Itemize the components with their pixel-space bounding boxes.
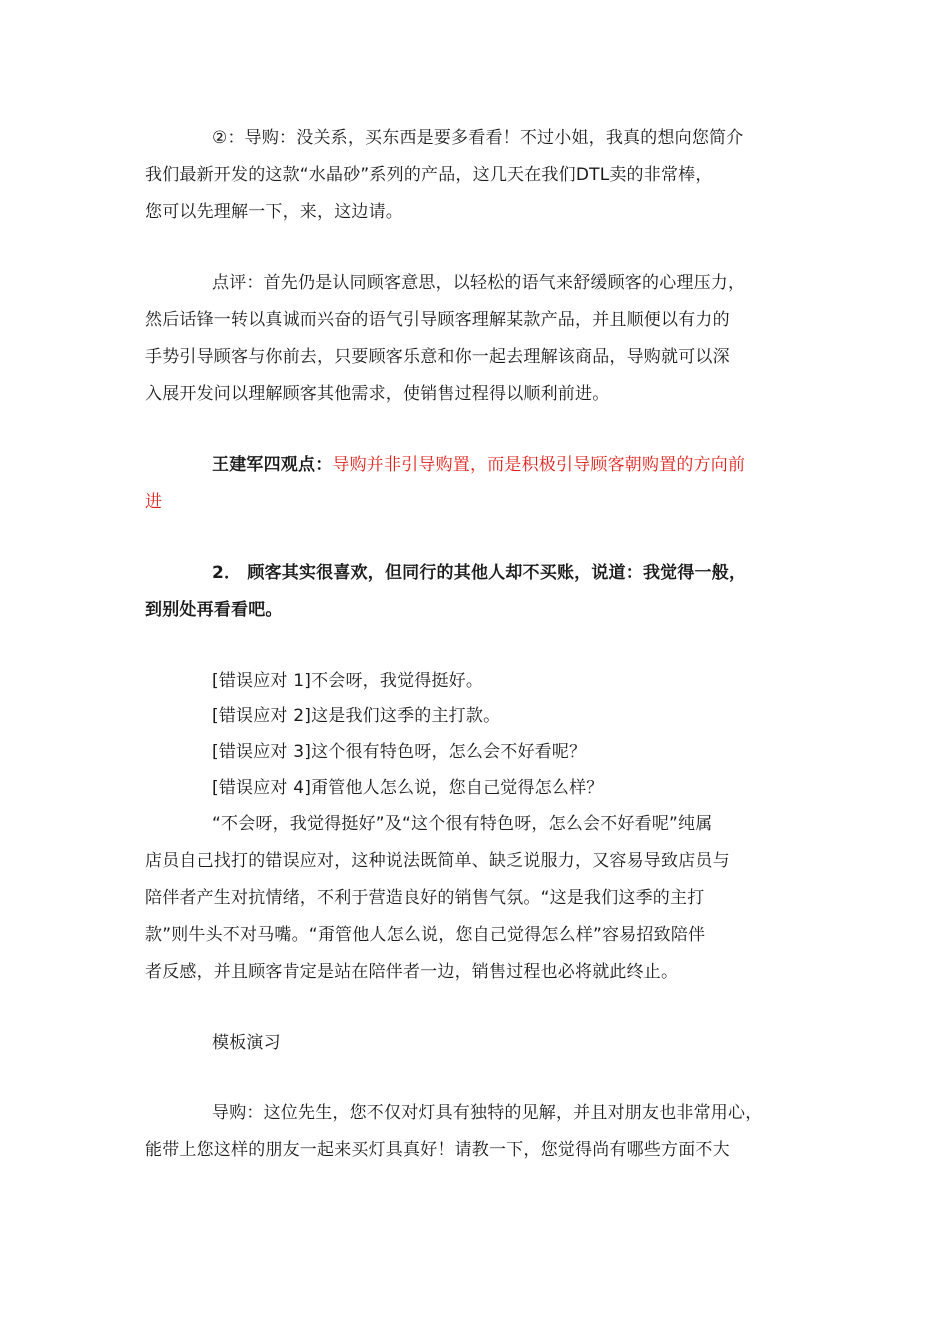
paragraph-line: 款”则牛头不对马嘴。“甭管他人怎么说，您自己觉得怎么样”容易招致陪伴 — [145, 925, 706, 945]
viewpoint-label: 王建军四观点： — [212, 455, 333, 475]
paragraph-line: 您可以先理解一下，来，这边请。 — [145, 202, 403, 222]
viewpoint-line — [212, 453, 745, 477]
subsection-title: 模板演习 — [212, 1033, 281, 1053]
paragraph-line: 能带上您这样的朋友一起来买灯具真好！请教一下，您觉得尚有哪些方面不大 — [145, 1140, 730, 1160]
paragraph-line: 者反感，并且顾客肯定是站在陪伴者一边，销售过程也必将就此终止。 — [145, 962, 679, 982]
viewpoint-text: 导购并非引导购置，而是积极引导顾客朝购置的方向前 — [332, 455, 746, 475]
paragraph-line: 手势引导顾客与你前去，只要顾客乐意和你一起去理解该商品，导购就可以深 — [145, 347, 730, 367]
wrong-response-item: [错误应对 3]这个很有特色呀，怎么会不好看呢？ — [212, 742, 587, 762]
paragraph-line: 我们最新开发的这款“水晶砂”系列的产品，这几天在我们DTL卖的非常棒， — [145, 165, 713, 185]
paragraph-line: 点评：首先仍是认同顾客意思，以轻松的语气来舒缓顾客的心理压力， — [212, 273, 746, 293]
paragraph-line: 然后话锋一转以真诚而兴奋的语气引导顾客理解某款产品，并且顺便以有力的 — [145, 310, 730, 330]
wrong-response-item: [错误应对 2]这是我们这季的主打款。 — [212, 706, 501, 726]
paragraph-line: 入展开发问以理解顾客其他需求，使销售过程得以顺利前进。 — [145, 384, 610, 404]
paragraph-line: 陪伴者产生对抗情绪，不利于营造良好的销售气氛。“这是我们这季的主打 — [145, 888, 705, 908]
paragraph-line: 导购：这位先生，您不仅对灯具有独特的见解，并且对朋友也非常用心， — [212, 1103, 763, 1123]
wrong-response-item: [错误应对 1]不会呀，我觉得挺好。 — [212, 671, 484, 691]
paragraph-line: ②：导购：没关系，买东西是要多看看！不过小姐，我真的想向您简介 — [212, 128, 744, 148]
viewpoint-text-continued: 进 — [145, 492, 163, 512]
paragraph-line: “不会呀，我觉得挺好”及“这个很有特色呀，怎么会不好看呢”纯属 — [212, 814, 713, 834]
section-heading: 到别处再看看吧。 — [145, 600, 283, 620]
section-heading: 2． 顾客其实很喜欢，但同行的其他人却不买账，说道：我觉得一般， — [212, 563, 747, 583]
wrong-response-item: [错误应对 4]甭管他人怎么说，您自己觉得怎么样？ — [212, 778, 604, 798]
paragraph-line: 店员自己找打的错误应对，这种说法既简单、缺乏说服力，又容易导致店员与 — [145, 851, 730, 871]
